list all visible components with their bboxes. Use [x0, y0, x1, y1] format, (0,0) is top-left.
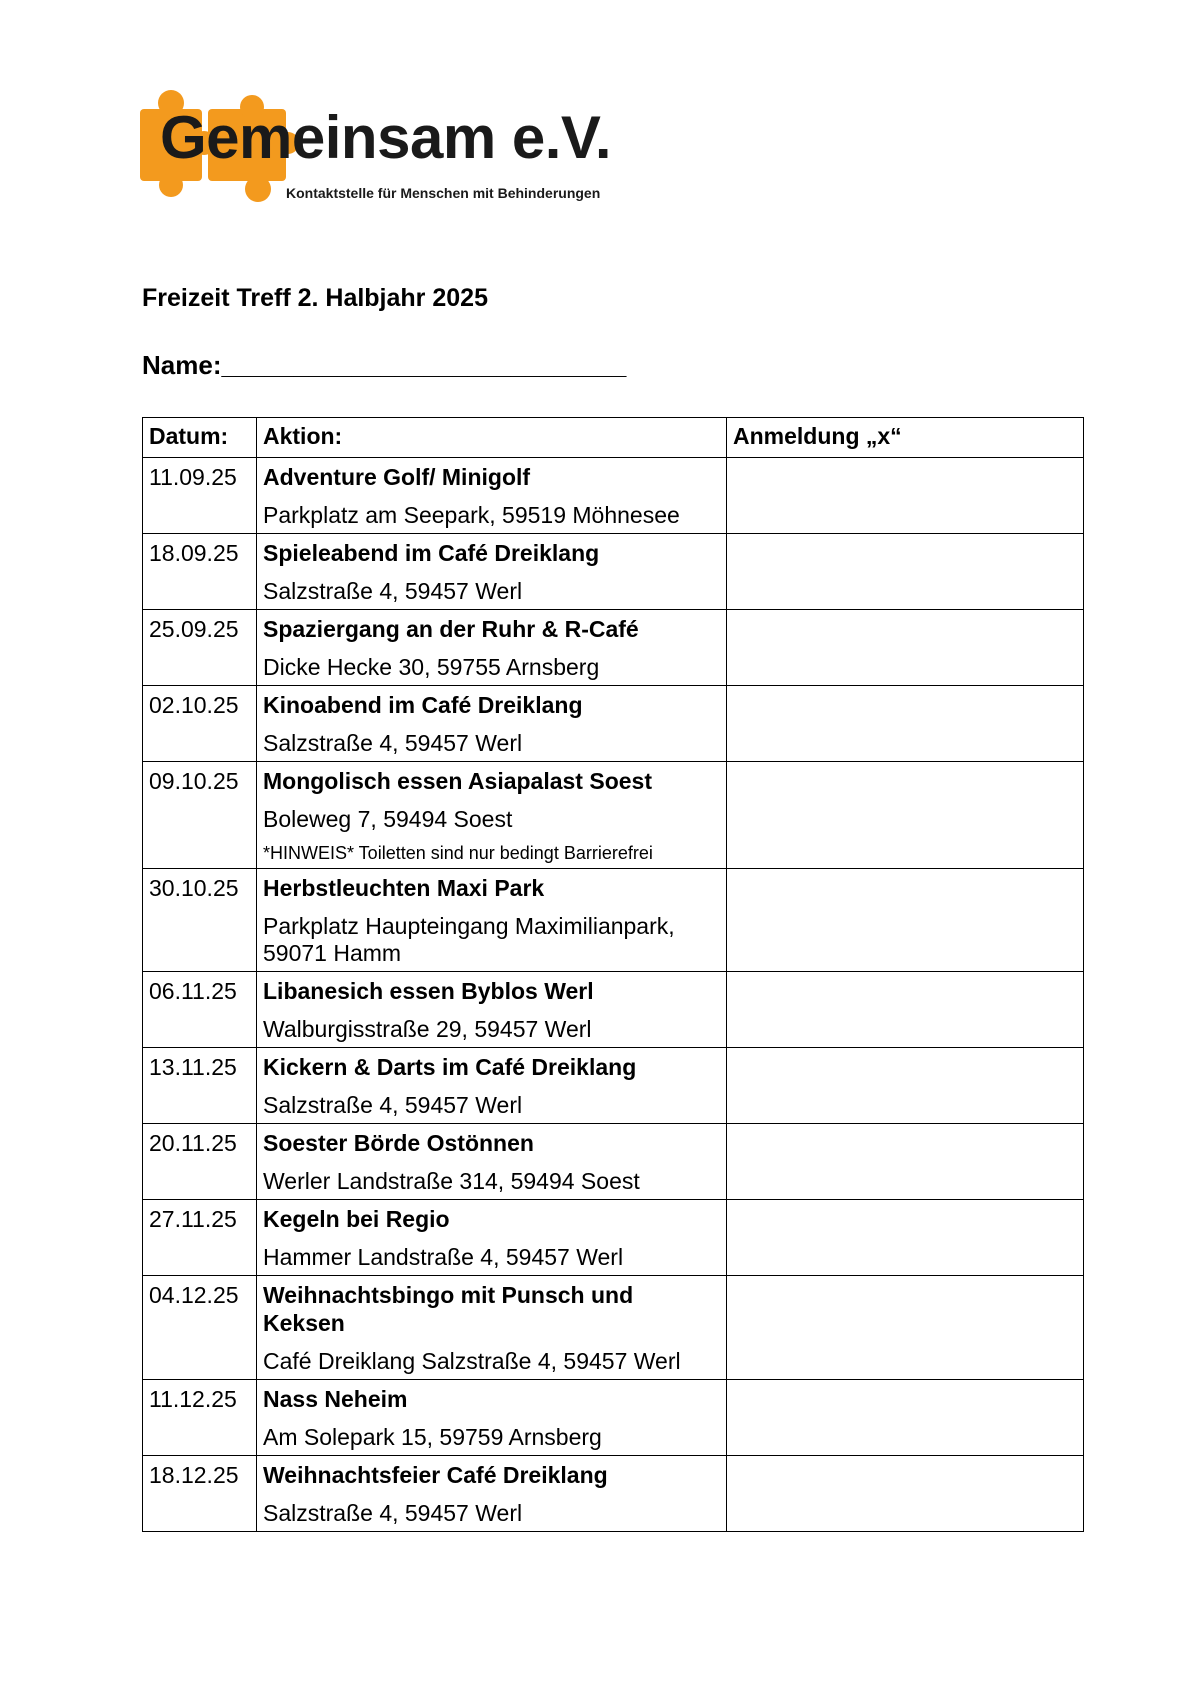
table-row	[143, 1124, 1084, 1200]
row-date: 20.11.25	[143, 1124, 257, 1200]
row-address: Salzstraße 4, 59457 Werl	[263, 1500, 523, 1526]
row-registration-cell[interactable]	[727, 686, 1084, 762]
table-row	[143, 972, 1084, 1048]
table-header-row	[143, 418, 1084, 458]
table-row	[143, 762, 1084, 869]
row-registration-cell[interactable]	[727, 1048, 1084, 1124]
row-date: 11.09.25	[143, 458, 257, 534]
header-aktion: Aktion:	[257, 418, 727, 458]
logo	[140, 85, 620, 210]
row-action-title: Adventure Golf/ Minigolf	[263, 464, 531, 490]
row-aktion	[257, 1200, 727, 1276]
header-anmeldung: Anmeldung „x“	[727, 418, 1084, 458]
row-action-title: Kinoabend im Café Dreiklang	[263, 692, 583, 718]
row-action-title: Kickern & Darts im Café Dreiklang	[263, 1054, 637, 1080]
document-title: Freizeit Treff 2. Halbjahr 2025	[142, 284, 488, 312]
row-action-title: Herbstleuchten Maxi Park	[263, 875, 545, 901]
row-registration-cell[interactable]	[727, 458, 1084, 534]
row-action-title: Mongolisch essen Asiapalast Soest	[263, 768, 652, 794]
row-date: 25.09.25	[143, 610, 257, 686]
table-row	[143, 458, 1084, 534]
row-date: 13.11.25	[143, 1048, 257, 1124]
row-aktion	[257, 1380, 727, 1456]
row-address: Salzstraße 4, 59457 Werl	[263, 578, 523, 604]
row-aktion	[257, 1456, 727, 1532]
row-date: 09.10.25	[143, 762, 257, 869]
row-action-title: Libanesich essen Byblos Werl	[263, 978, 594, 1004]
row-date: 27.11.25	[143, 1200, 257, 1276]
row-registration-cell[interactable]	[727, 1200, 1084, 1276]
row-registration-cell[interactable]	[727, 1380, 1084, 1456]
row-date: 11.12.25	[143, 1380, 257, 1456]
table-row	[143, 1200, 1084, 1276]
row-action-title: Kegeln bei Regio	[263, 1206, 450, 1232]
row-registration-cell[interactable]	[727, 869, 1084, 972]
row-aktion	[257, 686, 727, 762]
table-row	[143, 1380, 1084, 1456]
name-field[interactable]: Name:____________________________	[142, 350, 627, 380]
row-action-title: Weihnachtsfeier Café Dreiklang	[263, 1462, 608, 1488]
row-registration-cell[interactable]	[727, 610, 1084, 686]
row-registration-cell[interactable]	[727, 1456, 1084, 1532]
row-registration-cell[interactable]	[727, 972, 1084, 1048]
row-aktion	[257, 610, 727, 686]
row-aktion	[257, 869, 727, 972]
row-registration-cell[interactable]	[727, 534, 1084, 610]
row-address: Werler Landstraße 314, 59494 Soest	[263, 1168, 640, 1194]
row-address: Dicke Hecke 30, 59755 Arnsberg	[263, 654, 600, 680]
row-address: Salzstraße 4, 59457 Werl	[263, 730, 523, 756]
logo-name: Gemeinsam e.V.	[160, 104, 612, 171]
row-address: Am Solepark 15, 59759 Arnsberg	[263, 1424, 602, 1450]
row-date: 02.10.25	[143, 686, 257, 762]
row-registration-cell[interactable]	[727, 1276, 1084, 1380]
row-registration-cell[interactable]	[727, 1124, 1084, 1200]
row-aktion	[257, 1048, 727, 1124]
row-action-title: Spieleabend im Café Dreiklang	[263, 540, 600, 566]
row-note: *HINWEIS* Toiletten sind nur bedingt Barrierefrei	[263, 843, 653, 863]
row-action-title: Nass Neheim	[263, 1386, 408, 1412]
row-registration-cell[interactable]	[727, 762, 1084, 869]
row-address: Hammer Landstraße 4, 59457 Werl	[263, 1244, 624, 1270]
table-row	[143, 1048, 1084, 1124]
table-row	[143, 1276, 1084, 1380]
table-row	[143, 686, 1084, 762]
row-date: 18.12.25	[143, 1456, 257, 1532]
row-address: Parkplatz am Seepark, 59519 Möhnesee	[263, 502, 680, 528]
table-row	[143, 1456, 1084, 1532]
row-address: Parkplatz Haupteingang Maximilianpark, 59071 Hamm	[263, 913, 675, 966]
row-aktion	[257, 972, 727, 1048]
row-aktion	[257, 1276, 727, 1380]
row-date: 04.12.25	[143, 1276, 257, 1380]
table-row	[143, 869, 1084, 972]
row-action-title: Weihnachtsbingo mit Punsch und Keksen	[263, 1282, 634, 1336]
row-date: 18.09.25	[143, 534, 257, 610]
header-datum: Datum:	[143, 418, 257, 458]
row-aktion	[257, 1124, 727, 1200]
row-action-title: Spaziergang an der Ruhr & R-Café	[263, 616, 639, 642]
row-address: Walburgisstraße 29, 59457 Werl	[263, 1016, 592, 1042]
row-action-title: Soester Börde Ostönnen	[263, 1130, 534, 1156]
row-address: Boleweg 7, 59494 Soest	[263, 806, 513, 832]
row-aktion	[257, 762, 727, 869]
row-address: Salzstraße 4, 59457 Werl	[263, 1092, 523, 1118]
row-aktion	[257, 534, 727, 610]
row-date: 06.11.25	[143, 972, 257, 1048]
table-row	[143, 610, 1084, 686]
row-date: 30.10.25	[143, 869, 257, 972]
row-aktion	[257, 458, 727, 534]
logo-tagline: Kontaktstelle für Menschen mit Behinderungen	[286, 185, 601, 201]
row-address: Café Dreiklang Salzstraße 4, 59457 Werl	[263, 1348, 681, 1374]
table-row	[143, 534, 1084, 610]
schedule-table	[142, 417, 1084, 1532]
